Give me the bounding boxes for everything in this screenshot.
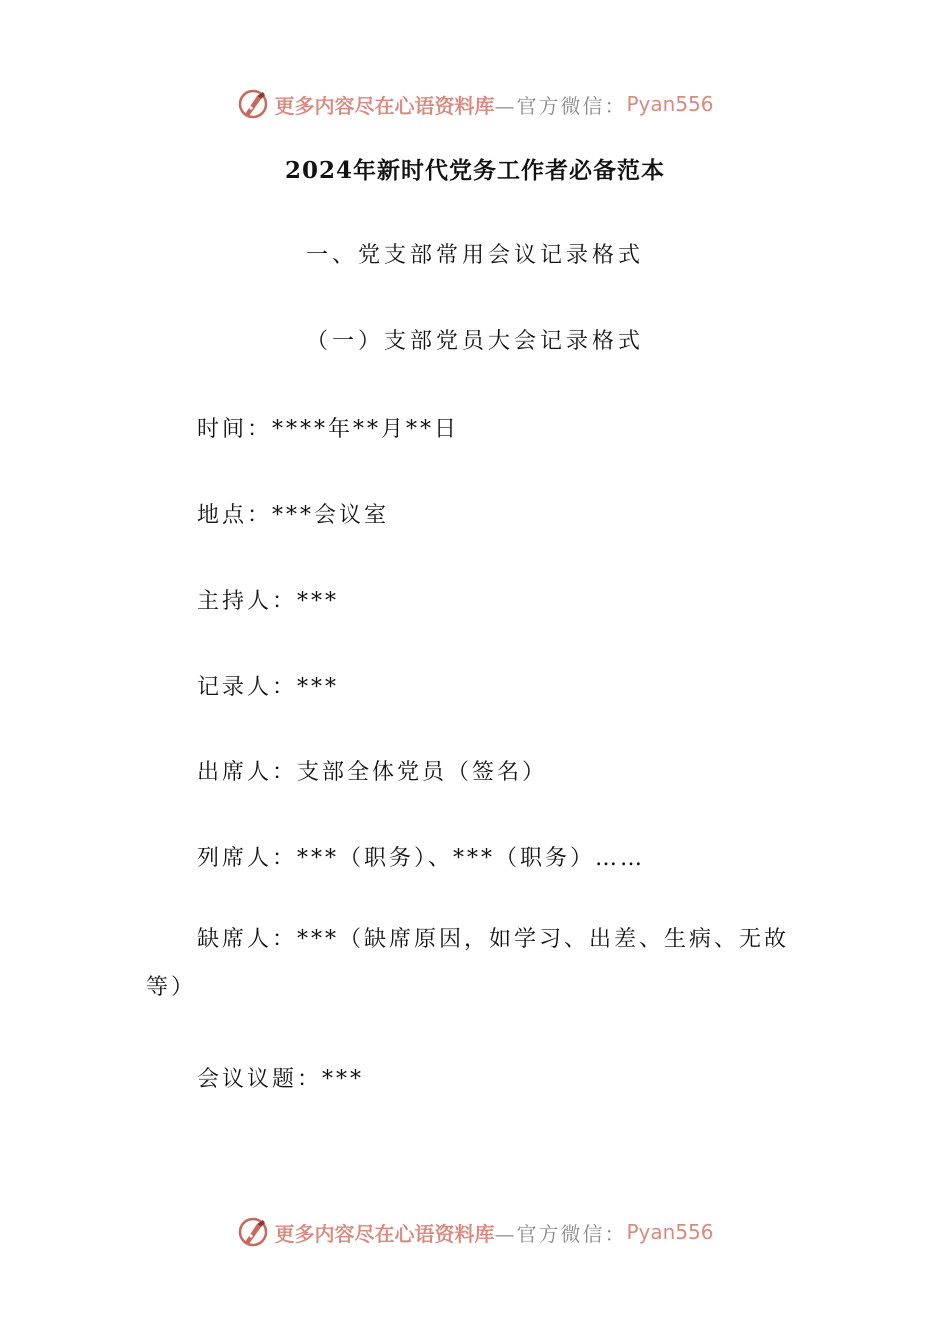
header-watermark	[0, 84, 950, 124]
pen-nib-circle-icon	[236, 1215, 270, 1249]
field-attendees: 出席人：支部全体党员（签名）	[197, 760, 548, 785]
watermark-red-text: 更多内容尽在心语资料库	[274, 1221, 495, 1246]
field-absentees: 缺席人：***（缺席原因，如学习、出差、生病、无故等）	[146, 927, 790, 1000]
section-heading: 一、党支部常用会议记录格式	[305, 243, 644, 268]
field-host: 主持人：***	[197, 589, 340, 614]
field-recorder: 记录人：***	[197, 675, 340, 700]
field-place: 地点：***会议室	[197, 503, 390, 528]
footer-watermark	[0, 1212, 950, 1252]
field-nonvoting-attendees: 列席人：***（职务）、***（职务）……	[197, 846, 646, 871]
watermark-gray-text: —官方微信：	[494, 93, 627, 118]
watermark-red-text: 更多内容尽在心语资料库	[274, 93, 495, 118]
field-time: 时间：****年**月**日	[197, 417, 460, 442]
pen-nib-circle-icon	[236, 87, 270, 121]
watermark-account: Pyan556	[626, 92, 714, 116]
watermark-account: Pyan556	[626, 1220, 714, 1244]
watermark-gray-text: —官方微信：	[494, 1221, 627, 1246]
document-title: 2024年新时代党务工作者必备范本	[284, 157, 665, 184]
subsection-heading: （一）支部党员大会记录格式	[305, 329, 644, 354]
field-topic: 会议议题：***	[197, 1067, 365, 1092]
